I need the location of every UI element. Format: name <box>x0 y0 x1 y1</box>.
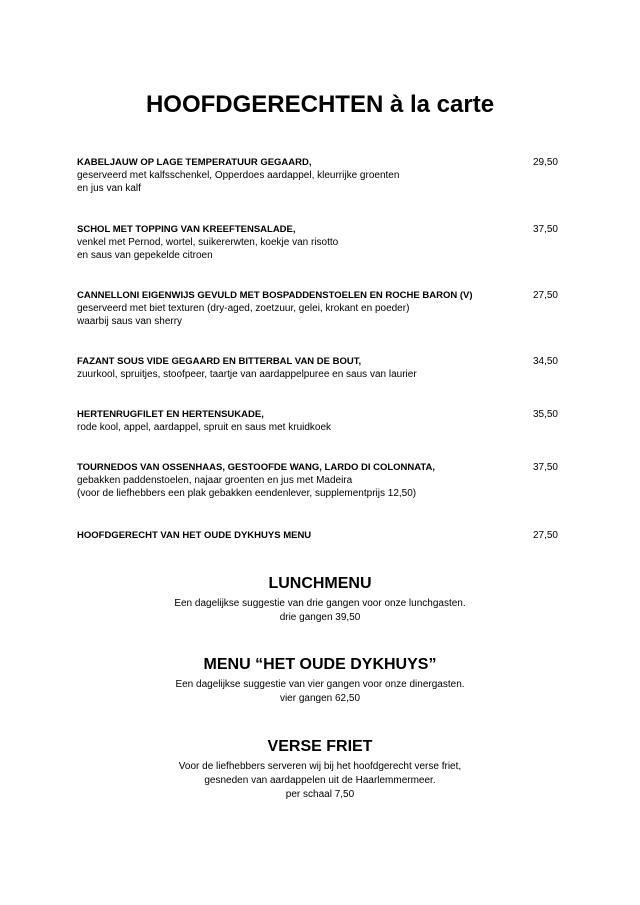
section-menu-oude-dykhuys <box>0 655 640 706</box>
dish-description-line: venkel met Pernod, wortel, suikererwten, koekje van risotto <box>77 237 339 248</box>
dish-cannelloni <box>77 289 563 328</box>
dish-description-line: en saus van gepekelde citroen <box>77 250 213 261</box>
dish-name: CANNELLONI EIGENWIJS GEVULD MET BOSPADDENSTOELEN EN ROCHE BARON (V) <box>77 290 473 301</box>
dish-description-line: en jus van kalf <box>77 183 141 194</box>
section-line: Een dagelijkse suggestie van vier gangen voor onze dinergasten. <box>175 679 465 690</box>
dish-menu-main-course <box>77 529 563 542</box>
dish-name: KABELJAUW OP LAGE TEMPERATUUR GEGAARD, <box>77 157 312 168</box>
section-line: gesneden van aardappelen uit de Haarlemmermeer. <box>204 775 436 786</box>
dish-description-line: (voor de liefhebbers een plak gebakken eendenlever, supplementprijs 12,50) <box>77 488 417 499</box>
dish-name: FAZANT SOUS VIDE GEGAARD EN BITTERBAL VAN DE BOUT, <box>77 356 362 367</box>
dish-description-line: waarbij saus van sherry <box>77 316 183 327</box>
dish-description-line: zuurkool, spruitjes, stoofpeer, taartje van aardappelpuree en saus van laurier <box>77 369 417 380</box>
dish-price: 37,50 <box>532 462 558 473</box>
dish-name: TOURNEDOS VAN OSSENHAAS, GESTOOFDE WANG, LARDO DI COLONNATA, <box>77 462 436 473</box>
dish-name: HOOFDGERECHT VAN HET OUDE DYKHUYS MENU <box>77 530 312 541</box>
dish-tournedos <box>77 461 563 500</box>
section-heading: LUNCHMENU <box>268 575 372 592</box>
section-line: Een dagelijkse suggestie van drie gangen voor onze lunchgasten. <box>174 598 466 609</box>
dish-price: 27,50 <box>532 290 558 301</box>
dish-fazant <box>77 355 563 381</box>
dish-price: 37,50 <box>532 224 558 235</box>
section-line: drie gangen 39,50 <box>279 612 361 623</box>
section-heading: VERSE FRIET <box>267 738 373 755</box>
dish-name: HERTENRUGFILET EN HERTENSUKADE, <box>77 409 264 420</box>
section-verse-friet <box>0 737 640 802</box>
dish-name: SCHOL MET TOPPING VAN KREEFTENSALADE, <box>77 224 296 235</box>
dish-description-line: geserveerd met biet texturen (dry-aged, zoetzuur, gelei, krokant en poeder) <box>77 303 410 314</box>
section-line: Voor de liefhebbers serveren wij bij het hoofdgerecht verse friet, <box>178 761 462 772</box>
page-title: HOOFDGERECHTEN à la carte <box>145 91 495 118</box>
dish-price: 34,50 <box>532 356 558 367</box>
dish-kabeljauw <box>77 156 563 195</box>
dish-description-line: gebakken paddenstoelen, najaar groenten en jus met Madeira <box>77 475 353 486</box>
dish-description-line: geserveerd met kalfsschenkel, Opperdoes aardappel, kleurrijke groenten <box>77 170 400 181</box>
dish-price: 29,50 <box>532 157 558 168</box>
section-line: per schaal 7,50 <box>285 789 355 800</box>
section-line: vier gangen 62,50 <box>279 693 361 704</box>
dish-price: 27,50 <box>532 530 558 541</box>
dish-price: 35,50 <box>532 409 558 420</box>
dish-hertenrugfilet <box>77 408 563 434</box>
dish-description-line: rode kool, appel, aardappel, spruit en saus met kruidkoek <box>77 422 332 433</box>
section-heading: MENU “HET OUDE DYKHUYS” <box>203 656 437 673</box>
section-lunchmenu <box>0 574 640 625</box>
dish-schol <box>77 223 563 262</box>
